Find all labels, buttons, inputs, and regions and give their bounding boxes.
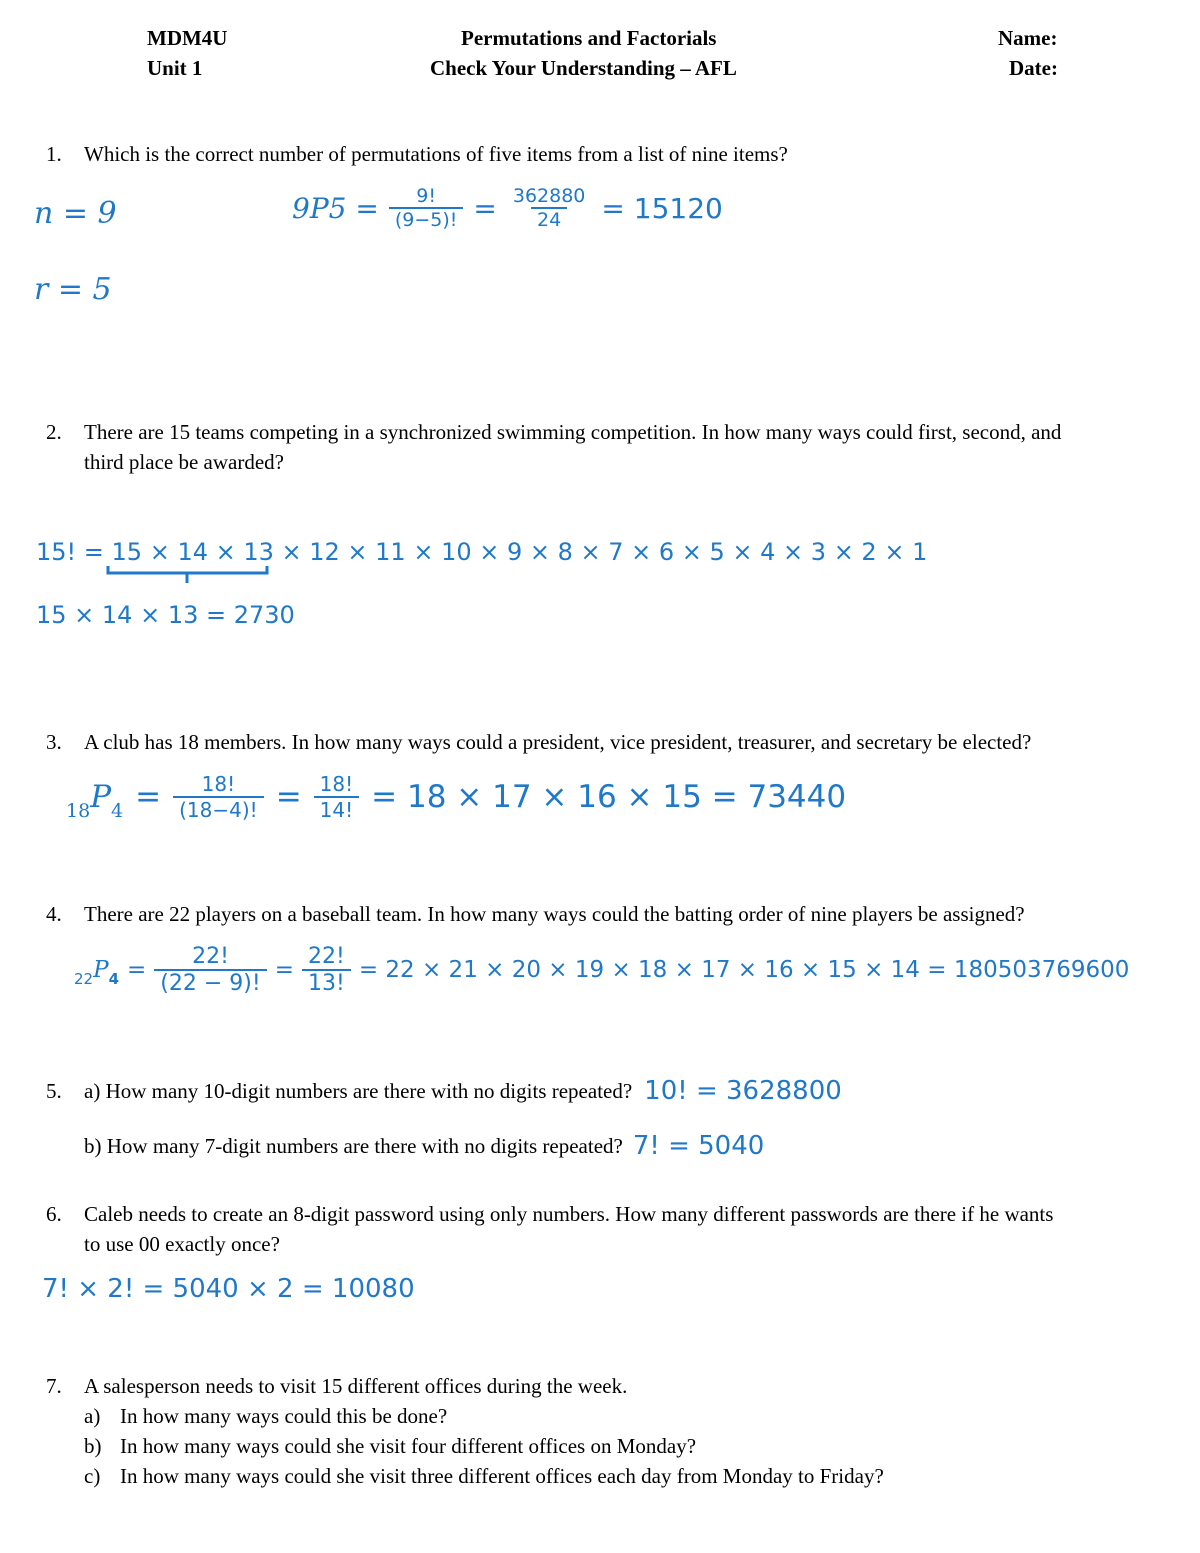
question-text-line-2: to use 00 exactly once? — [84, 1232, 280, 1256]
fraction — [389, 185, 464, 231]
fraction-numerator: 362880 — [512, 185, 586, 207]
fraction — [507, 185, 592, 231]
worksheet-title: Permutations and Factorials — [461, 26, 717, 50]
equals-sign: = — [274, 957, 294, 983]
part-label: b) — [84, 1434, 102, 1458]
fraction — [154, 944, 266, 996]
answer-6: 7! × 2! = 5040 × 2 = 10080 — [42, 1274, 415, 1304]
question-text: A salesperson needs to visit 15 different offices during the week. — [84, 1374, 628, 1398]
answer-r-value: r = 5 — [34, 272, 112, 307]
result-value: = 22 × 21 × 20 × 19 × 18 × 17 × 16 × 15 × 14 = 180503769600 — [358, 957, 1130, 983]
factorial-lead: 15! = — [36, 538, 112, 566]
underbrace — [105, 563, 270, 587]
lhs-p: P — [90, 779, 112, 815]
question-4 — [46, 899, 1025, 929]
answer-3-equation — [66, 772, 846, 822]
remaining-terms: × 12 × 11 × 10 × 9 × 8 × 7 × 6 × 5 × 4 × 3 × 2 × 1 — [273, 538, 928, 566]
fraction-numerator: 18! — [201, 772, 236, 796]
answer-1-equation — [292, 185, 723, 231]
unit-label: Unit 1 — [147, 56, 203, 80]
answer-5b: 7! = 5040 — [632, 1131, 765, 1161]
question-number: 2. — [46, 420, 62, 444]
fraction-denominator: 14! — [314, 796, 359, 822]
fraction — [314, 772, 359, 822]
question-text-line-1: There are 15 teams competing in a synchronized swimming competition. In how many ways could first, second, and — [84, 420, 1062, 444]
equals-sign: = — [473, 191, 497, 225]
question-number: 4. — [46, 902, 62, 926]
question-number: 1. — [46, 142, 62, 166]
question-number: 6. — [46, 1202, 62, 1226]
fraction-denominator: 24 — [531, 207, 567, 231]
date-label: Date: — [1009, 56, 1058, 80]
question-text: Which is the correct number of permutations of five items from a list of nine items? — [84, 142, 788, 166]
lhs-subscript: 4 — [111, 800, 124, 822]
part-text: In how many ways could this be done? — [120, 1404, 448, 1428]
equals-sign: = — [127, 957, 147, 983]
question-3 — [46, 727, 1032, 757]
result-value: = 15120 — [601, 191, 723, 225]
lhs-subscript: 4 — [108, 970, 120, 988]
question-text: a) How many 10-digit numbers are there with no digits repeated? — [84, 1079, 633, 1103]
question-text: A club has 18 members. In how many ways could a president, vice president, treasurer, and secretary be elected? — [84, 730, 1032, 754]
fraction-denominator: 13! — [302, 969, 351, 996]
lhs-presubscript: 18 — [66, 800, 91, 822]
worksheet-subtitle: Check Your Understanding – AFL — [430, 56, 737, 80]
question-text-line-1: Caleb needs to create an 8-digit password using only numbers. How many different passwords are there if he wants — [84, 1202, 1054, 1226]
question-2 — [46, 417, 1062, 477]
question-6 — [46, 1199, 1054, 1259]
question-text: There are 22 players on a baseball team. In how many ways could the batting order of nine players be assigned? — [84, 902, 1025, 926]
fraction-numerator: 9! — [416, 185, 436, 207]
answer-n-value: n = 9 — [34, 196, 117, 231]
question-part — [84, 1431, 884, 1461]
part-text: In how many ways could she visit four different offices on Monday? — [120, 1434, 697, 1458]
fraction-denominator: (22 − 9)! — [154, 969, 266, 996]
fraction — [302, 944, 351, 996]
answer-5a: 10! = 3628800 — [644, 1076, 842, 1106]
lhs-presubscript: 22 — [74, 970, 94, 988]
result-value: = 18 × 17 × 16 × 15 = 73440 — [371, 779, 847, 815]
equals-sign: = — [275, 779, 302, 815]
question-1 — [46, 139, 788, 169]
name-label: Name: — [998, 26, 1058, 50]
fraction-numerator: 22! — [307, 944, 345, 969]
equals-sign: = — [135, 779, 162, 815]
question-5a — [46, 1076, 842, 1106]
lhs-p: P — [93, 957, 109, 983]
factorial-expansion — [36, 538, 927, 566]
question-number: 7. — [46, 1374, 62, 1398]
part-label: c) — [84, 1464, 101, 1488]
answer-2: 15 × 14 × 13 = 2730 — [36, 601, 295, 629]
question-5b — [84, 1131, 764, 1161]
course-code: MDM4U — [147, 26, 228, 50]
fraction-denominator: (9−5)! — [389, 207, 464, 231]
part-label: a) — [84, 1404, 101, 1428]
bracketed-terms: 15 × 14 × 13 — [111, 538, 274, 566]
fraction — [173, 772, 264, 822]
question-number: 3. — [46, 730, 62, 754]
question-number: 5. — [46, 1079, 62, 1103]
permutation-lhs — [66, 779, 124, 822]
fraction-denominator: (18−4)! — [173, 796, 264, 822]
question-text-line-2: third place be awarded? — [84, 450, 284, 474]
question-part — [84, 1461, 884, 1491]
permutation-lhs — [74, 957, 120, 988]
question-text: b) How many 7-digit numbers are there with no digits repeated? — [84, 1134, 623, 1158]
answer-4-equation — [74, 944, 1129, 996]
part-text: In how many ways could she visit three different offices each day from Monday to Friday? — [120, 1464, 884, 1488]
fraction-numerator: 18! — [319, 772, 354, 796]
fraction-numerator: 22! — [192, 944, 229, 969]
permutation-lhs: 9P5 = — [292, 191, 379, 225]
question-7 — [46, 1371, 884, 1491]
question-part — [84, 1401, 884, 1431]
